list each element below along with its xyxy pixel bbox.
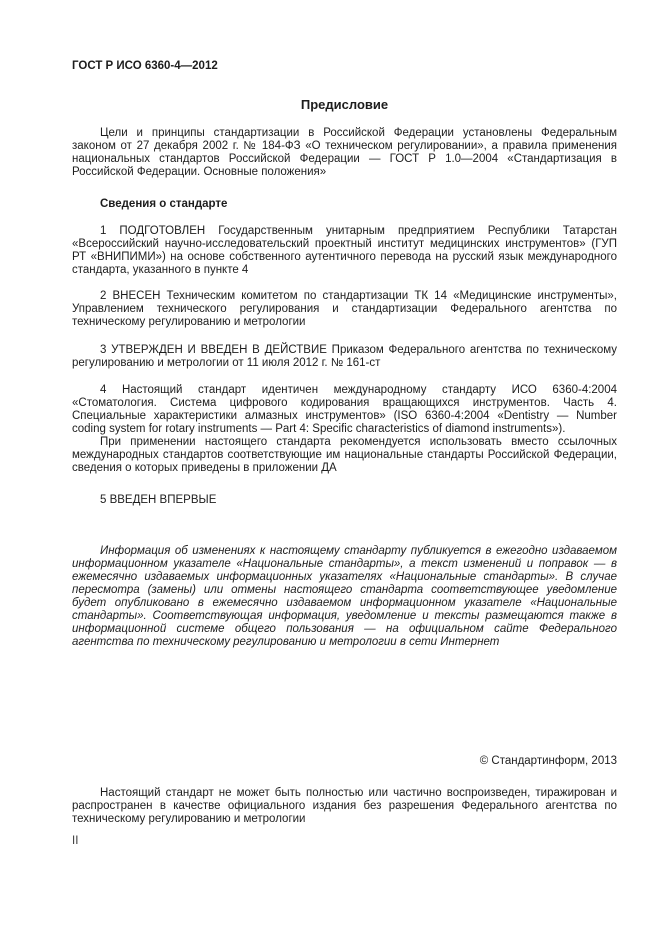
standard-info-item-2: 2 ВНЕСЕН Техническим комитетом по стандартизации ТК 14 «Медицинские инструменты», Управлением технического регулирования и стандартизации Федерального агентства по техническому регулированию и метрологии (72, 290, 617, 328)
page-title: Предисловие (300, 97, 389, 112)
page-number: II (72, 835, 79, 847)
standard-code-header: ГОСТ Р ИСО 6360-4—2012 (72, 60, 218, 72)
standard-info-item-4-note: При применении настоящего стандарта рекомендуется использовать вместо ссылочных международных стандартов соответствующие им национальные стандарты Российской Федерации, сведения о которых приведены в приложении ДА (72, 436, 617, 474)
intro-paragraph: Цели и принципы стандартизации в Российской Федерации установлены Федеральным законом от 27 декабря 2002 г. № 184-ФЗ «О техническом регулировании», а правила применения национальных стандартов Российской Федерации — ГОСТ Р 1.0—2004 «Стандартизация в Российской Федерации. Основные положения» (72, 127, 617, 178)
publication-note: Информация об изменениях к настоящему стандарту публикуется в ежегодно издаваемом информационном указателе «Национальные стандарты», а текст изменений и поправок — в ежемесячно издаваемых информационных указателях «Национальные стандарты». В случае пересмотра (замены) или отмены настоящего стандарта соответствующее уведомление будет опубликовано в ежемесячно издаваемом информационном указателе «Национальные стандарты». Соответствующая информация, уведомление и тексты размещаются также в информационной системе общего пользования — на официальном сайте Федерального агентства по техническому регулированию и метрологии в сети Интернет (72, 545, 617, 648)
standard-info-item-1: 1 ПОДГОТОВЛЕН Государственным унитарным предприятием Республики Татарстан «Всероссийский научно-исследовательский проектный институт медицинских инструментов» (ГУП РТ «ВНИПИМИ») на основе собственного аутентичного перевода на русский язык международного стандарта, указанного в пункте 4 (72, 225, 617, 276)
reproduction-notice: Настоящий стандарт не может быть полностью или частично воспроизведен, тиражирован и распространен в качестве официального издания без разрешения Федерального агентства по техническому регулированию и метрологии (72, 787, 617, 825)
standard-info-item-3: 3 УТВЕРЖДЕН И ВВЕДЕН В ДЕЙСТВИЕ Приказом Федерального агентства по техническому регулированию и метрологии от 11 июля 2012 г. № 161-ст (72, 344, 617, 369)
standard-info-item-5: 5 ВВЕДЕН ВПЕРВЫЕ (100, 494, 217, 506)
section-heading: Сведения о стандарте (100, 198, 228, 210)
copyright-line: © Стандартинформ, 2013 (479, 755, 617, 767)
standard-info-item-4: 4 Настоящий стандарт идентичен международному стандарту ИСО 6360-4:2004 «Стоматология. Система цифрового кодирования вращающихся инструментов. Часть 4. Специальные характеристики алмазных инструментов» (ISO 6360-4:2004 «Dentistry — Number coding system for rotary instruments — Part 4: Specific characteristics of diamond instruments»). (72, 384, 617, 435)
